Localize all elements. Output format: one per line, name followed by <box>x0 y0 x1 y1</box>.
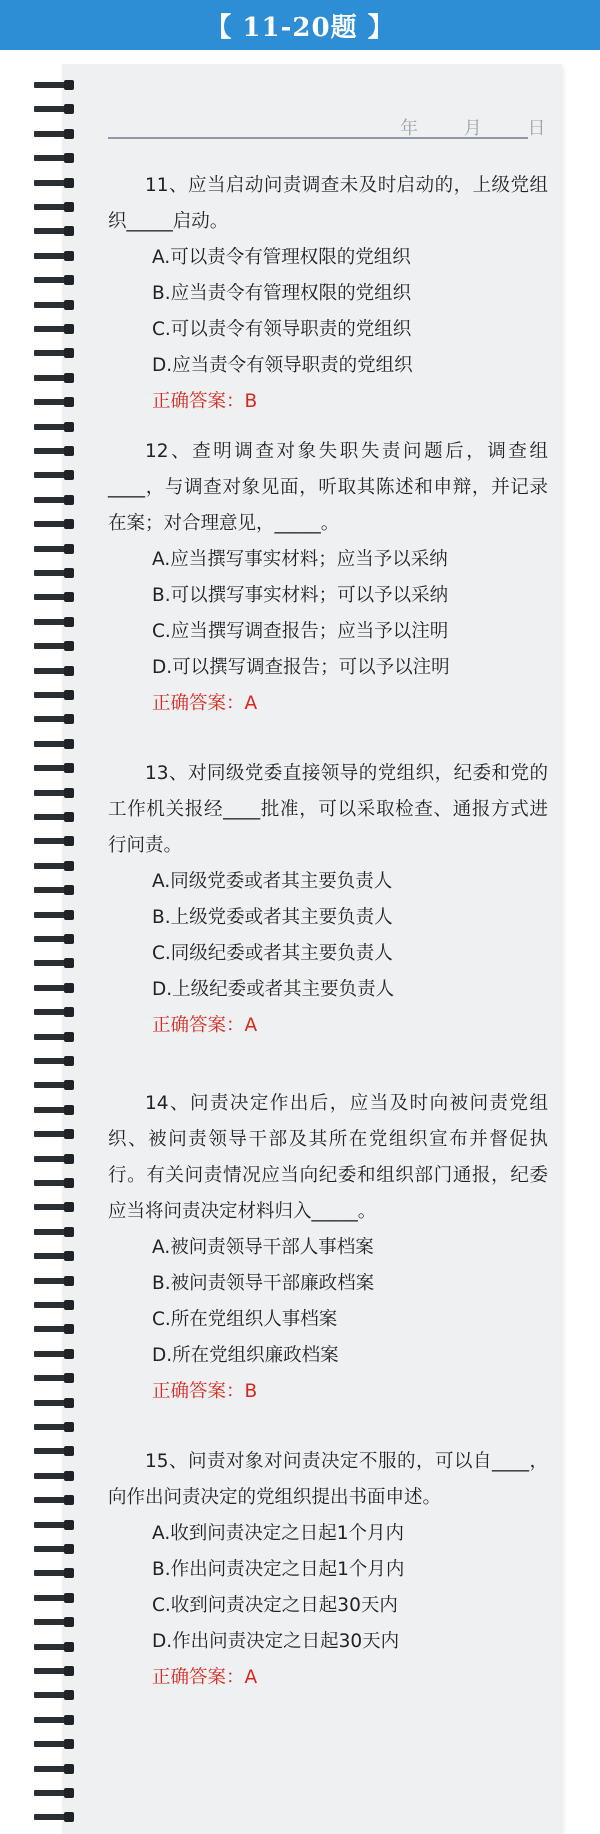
binding-ring <box>34 664 76 680</box>
header-banner <box>0 0 600 50</box>
binding-ring <box>34 1737 76 1753</box>
binding-ring <box>34 102 76 118</box>
binding-ring <box>34 395 76 411</box>
binding-ring <box>34 981 76 997</box>
option-c: C.同级纪委或者其主要负责人 <box>152 943 393 964</box>
correct-answer: 正确答案：B <box>152 391 258 412</box>
binding-ring <box>34 1542 76 1558</box>
binding-ring <box>34 810 76 826</box>
binding-ring <box>34 1200 76 1216</box>
binding-ring <box>34 1762 76 1778</box>
binding-ring <box>34 151 76 167</box>
binding-ring <box>34 1225 76 1241</box>
question-stem: 13、对同级党委直接领导的党组织，纪委和党的工作机关报经____批准，可以采取检查、通报方式进行问责。 <box>108 763 548 856</box>
binding-ring <box>34 1005 76 1021</box>
binding-ring <box>34 1347 76 1363</box>
binding-ring <box>34 420 76 436</box>
binding-ring <box>34 859 76 875</box>
question-block <box>108 168 548 420</box>
binding-ring <box>34 908 76 924</box>
binding-ring <box>34 1786 76 1802</box>
question-block <box>108 1086 548 1410</box>
question-stem: 14、问责决定作出后，应当及时向被问责党组织、被问责领导干部及其所在党组织宣布并督促执行。有关问责情况应当向纪委和组织部门通报，纪委应当将问责决定材料归入_____。 <box>108 1093 548 1222</box>
binding-ring <box>34 444 76 460</box>
option-a: A.可以责令有管理权限的党组织 <box>152 247 411 268</box>
binding-ring <box>34 1469 76 1485</box>
spiral-binding <box>34 78 76 1826</box>
question-block <box>108 756 548 1044</box>
question-block <box>108 1444 548 1696</box>
binding-ring <box>34 1518 76 1534</box>
option-d: D.应当责令有领导职责的党组织 <box>152 355 413 376</box>
option-b: B.应当责令有管理权限的党组织 <box>152 283 412 304</box>
option-c: C.所在党组织人事档案 <box>152 1309 338 1330</box>
binding-ring <box>34 1493 76 1509</box>
correct-answer: 正确答案：A <box>152 1015 258 1036</box>
binding-ring <box>34 615 76 631</box>
binding-ring <box>34 127 76 143</box>
correct-answer: 正确答案：B <box>152 1381 258 1402</box>
option-a: A.同级党委或者其主要负责人 <box>152 871 393 892</box>
question-stem: 15、问责对象对问责决定不服的，可以自____，向作出问责决定的党组织提出书面申述。 <box>108 1451 548 1508</box>
binding-ring <box>34 1127 76 1143</box>
binding-ring <box>34 176 76 192</box>
binding-ring <box>34 1298 76 1314</box>
binding-ring <box>34 1713 76 1729</box>
binding-ring <box>34 786 76 802</box>
option-a: A.收到问责决定之日起1个月内 <box>152 1523 404 1544</box>
binding-ring <box>34 956 76 972</box>
option-a: A.被问责领导干部人事档案 <box>152 1237 374 1258</box>
binding-ring <box>34 517 76 533</box>
option-d: D.上级纪委或者其主要负责人 <box>152 979 395 1000</box>
option-d: D.可以撰写调查报告；可以予以注明 <box>152 657 450 678</box>
binding-ring <box>34 1176 76 1192</box>
binding-ring <box>34 273 76 289</box>
binding-ring <box>34 688 76 704</box>
question-stem: 12、查明调查对象失职失责问题后，调查组____，与调查对象见面，听取其陈述和申辩，并记录在案；对合理意见，_____。 <box>108 441 548 534</box>
binding-ring <box>34 590 76 606</box>
binding-ring <box>34 883 76 899</box>
option-b: B.上级党委或者其主要负责人 <box>152 907 393 928</box>
binding-ring <box>34 737 76 753</box>
binding-ring <box>34 1640 76 1656</box>
binding-ring <box>34 493 76 509</box>
binding-ring <box>34 78 76 94</box>
binding-ring <box>34 834 76 850</box>
binding-ring <box>34 371 76 387</box>
option-d: D.所在党组织廉政档案 <box>152 1345 339 1366</box>
binding-ring <box>34 1664 76 1680</box>
binding-ring <box>34 1030 76 1046</box>
option-b: B.可以撰写事实材料；可以予以采纳 <box>152 585 449 606</box>
binding-ring <box>34 639 76 655</box>
binding-ring <box>34 1371 76 1387</box>
option-b: B.被问责领导干部廉政档案 <box>152 1273 375 1294</box>
binding-ring <box>34 1152 76 1168</box>
binding-ring <box>34 1444 76 1460</box>
binding-ring <box>34 1591 76 1607</box>
question-stem: 11、应当启动问责调查未及时启动的，上级党组织_____启动。 <box>108 175 548 232</box>
binding-ring <box>34 298 76 314</box>
binding-ring <box>34 761 76 777</box>
binding-ring <box>34 1249 76 1265</box>
binding-ring <box>34 566 76 582</box>
binding-ring <box>34 1274 76 1290</box>
option-c: C.应当撰写调查报告；应当予以注明 <box>152 621 449 642</box>
binding-ring <box>34 1566 76 1582</box>
option-c: C.收到问责决定之日起30天内 <box>152 1595 398 1616</box>
question-list <box>108 168 548 1710</box>
binding-ring <box>34 542 76 558</box>
binding-ring <box>34 1688 76 1704</box>
binding-ring <box>34 200 76 216</box>
option-b: B.作出问责决定之日起1个月内 <box>152 1559 405 1580</box>
binding-ring <box>34 1054 76 1070</box>
binding-ring <box>34 1078 76 1094</box>
page-title: 【 11-20题 】 <box>205 12 395 43</box>
binding-ring <box>34 1420 76 1436</box>
binding-ring <box>34 1810 76 1826</box>
option-d: D.作出问责决定之日起30天内 <box>152 1631 400 1652</box>
binding-ring <box>34 249 76 265</box>
option-a: A.应当撰写事实材料；应当予以采纳 <box>152 549 448 570</box>
binding-ring <box>34 1615 76 1631</box>
question-block <box>108 434 548 722</box>
correct-answer: 正确答案：A <box>152 693 258 714</box>
date-underline <box>108 137 528 139</box>
binding-ring <box>34 1396 76 1412</box>
binding-ring <box>34 468 76 484</box>
date-label: 年 月 日 <box>400 118 566 139</box>
correct-answer: 正确答案：A <box>152 1667 258 1688</box>
binding-ring <box>34 932 76 948</box>
binding-ring <box>34 346 76 362</box>
binding-ring <box>34 322 76 338</box>
binding-ring <box>34 1322 76 1338</box>
binding-ring <box>34 224 76 240</box>
option-c: C.可以责令有领导职责的党组织 <box>152 319 412 340</box>
binding-ring <box>34 1103 76 1119</box>
binding-ring <box>34 712 76 728</box>
